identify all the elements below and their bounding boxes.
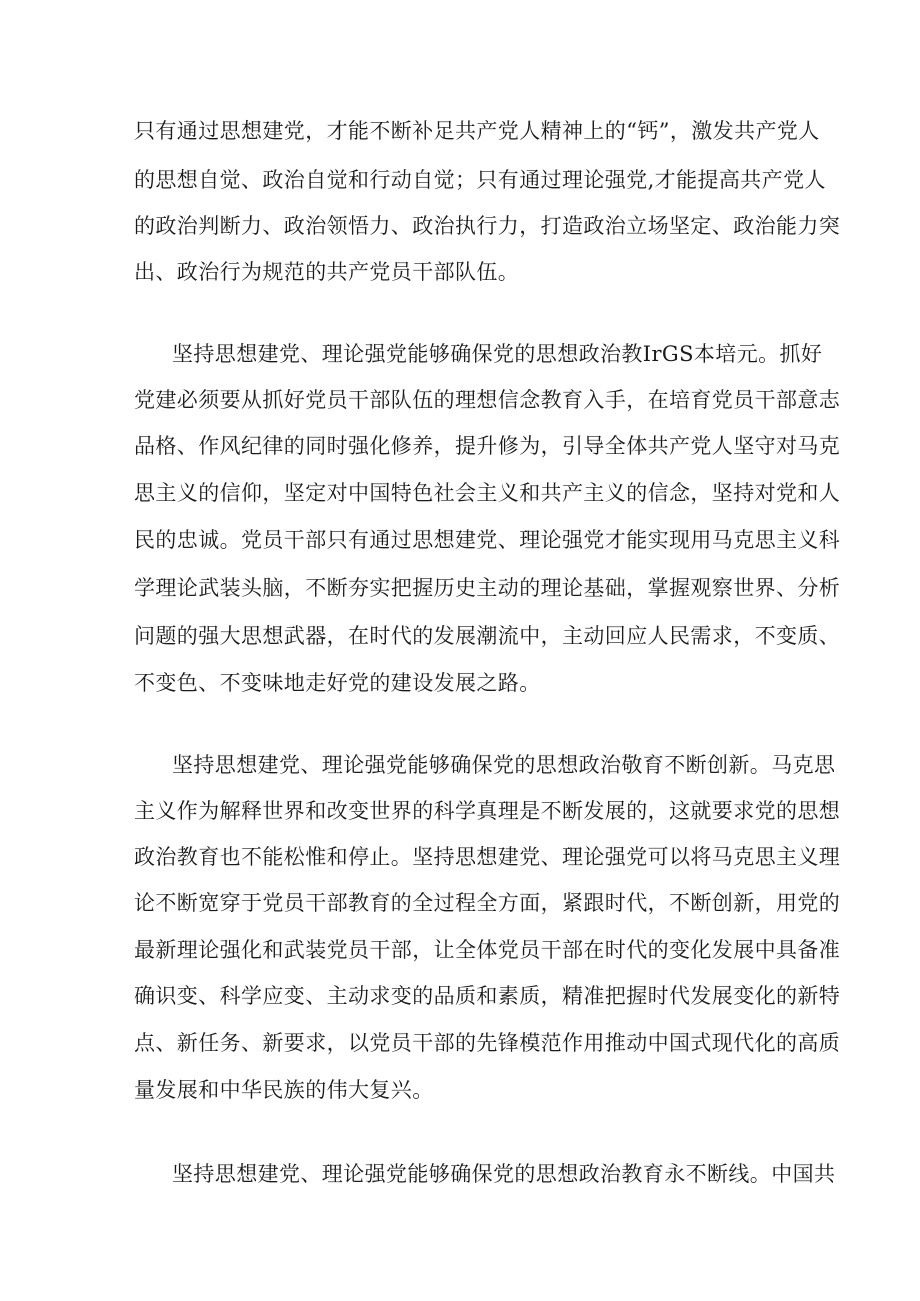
- text-line: 学理论武装头脑，不断夯实把握历史主动的理论基础，掌握观察世界、分析: [134, 576, 841, 600]
- text-line: 民的忠诚。党员干部只有通过思想建党、理论强党才能实现用马克思主义科: [134, 528, 841, 552]
- text-line: 确识变、科学应变、主动求变的品质和素质，精准把握时代发展变化的新特: [134, 984, 841, 1008]
- text-line: 政治教育也不能松惟和停止。坚持思想建党、理论强党可以将马克思主义理: [134, 845, 841, 869]
- text-line: 的政治判断力、政治领悟力、政治执行力，打造政治立场坚定、政治能力突: [134, 214, 841, 238]
- text-line: 不变色、不变味地走好党的建设发展之路。: [134, 671, 541, 695]
- text-line: 问题的强大思想武器，在时代的发展潮流中，主动回应人民需求，不变质、: [134, 624, 841, 648]
- text-line: 量发展和中华民族的伟大复兴。: [134, 1078, 434, 1102]
- text-line: 论不断宽穿于党员干部教育的全过程全方面，紧跟时代，不断创新，用党的: [134, 891, 841, 915]
- text-line: 坚持思想建党、理论强党能够确保党的思想政治敬育不断创新。马克思: [172, 753, 836, 777]
- text-line: 只有通过思想建党，才能不断补足共产党人精神上的“钙”，激发共产党人: [134, 119, 820, 143]
- text-line: 的思想自觉、政治自觉和行动自觉；只有通过理论强党,才能提高共产党人: [134, 168, 826, 192]
- text-line: 思主义的信仰，坚定对中国特色社会主义和共产主义的信念，坚持对党和人: [134, 481, 841, 505]
- text-line: 出、政治行为规范的共产党员干部队伍。: [134, 260, 520, 284]
- text-line: 坚持思想建党、理论强党能够确保党的思想政治教IrGS本培元。抓好: [172, 342, 823, 366]
- text-line: 主义作为解释世界和改变世界的科学真理是不断发展的，这就要求党的思想: [134, 799, 841, 823]
- text-line: 品格、作风纪律的同时强化修养，提升修为，引导全体共产党人坚守对马克: [134, 434, 841, 458]
- text-line: 党建必须要从抓好党员干部队伍的理想信念教育入手，在培育党员干部意志: [134, 388, 841, 412]
- text-line: 最新理论强化和武装党员干部，让全体党员干部在时代的变化发展中具备准: [134, 938, 841, 962]
- text-line: 坚持思想建党、理论强党能够确保党的思想政治教育永不断线。中国共: [172, 1162, 836, 1186]
- text-line: 点、新任务、新要求，以党员干部的先锋模范作用推动中国式现代化的高质: [134, 1031, 841, 1055]
